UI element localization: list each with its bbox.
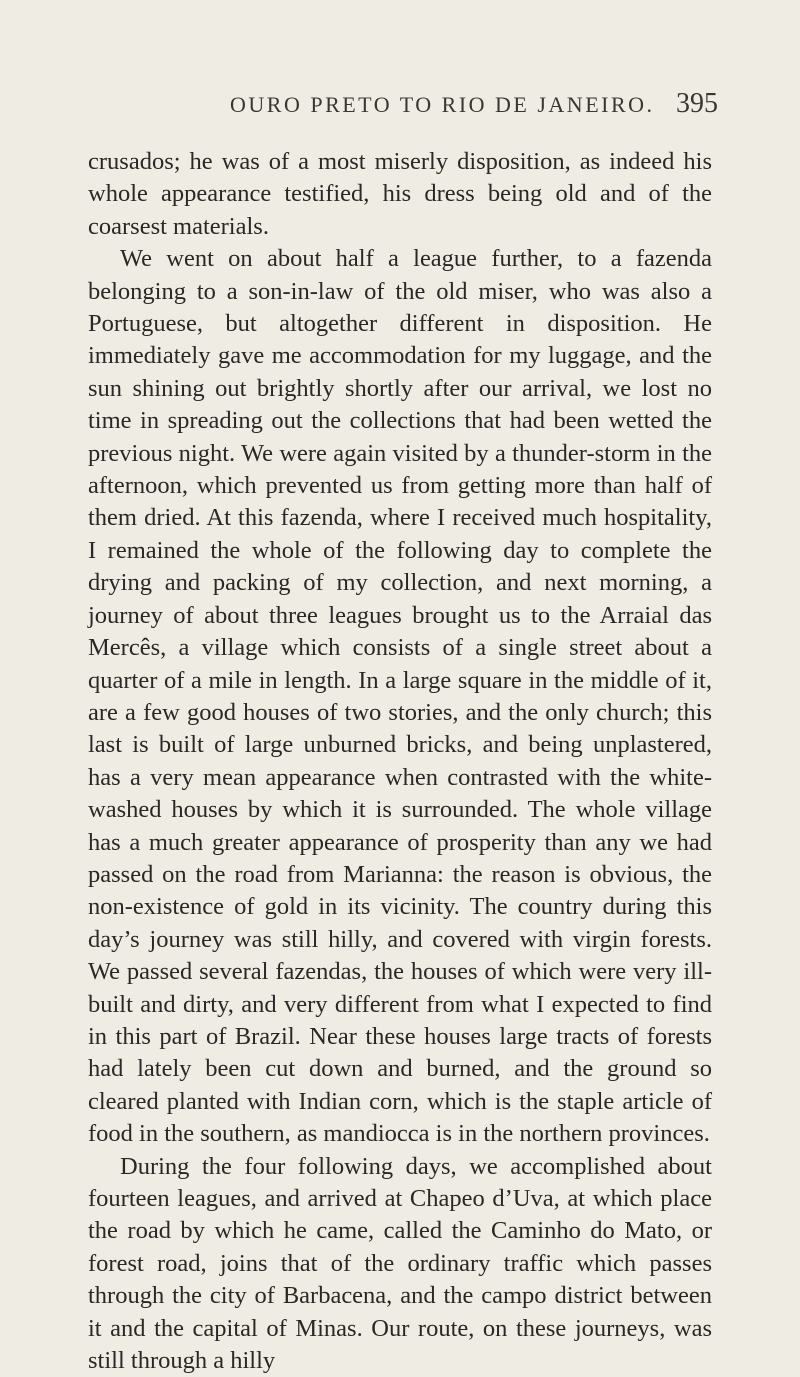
page-number: 395 [676, 88, 718, 119]
paragraph: During the four following days, we accomplished about fourteen leagues, and arrived at Chapeo d’Uva, at which place the road by which he came, called the Caminho do Mato, or forest road, joins that of the ordinary traffic which passes through the city of Barbacena, and the campo district between it and the capital of Minas. Our route, on these journeys, was still through a hilly [88, 1152, 712, 1375]
paragraph-continuation: crusados; he was of a most miserly disposition, as indeed his whole appearance testified, his dress being old and of the coarsest materials. [88, 148, 712, 240]
paragraph: We went on about half a league further, to a fazenda belonging to a son-in-law of the old miser, who was also a Portuguese, but altogether different in disposition. He immediately gave me accommodation for my luggage, and the sun shining out brightly shortly after our arrival, we lost no time in spreading out the collections that had been wetted the previous night. We were again visited by a thunder-storm in the afternoon, which prevented us from getting more than half of them dried. At this fazenda, where I received much hospitality, I remained the whole of the following day to complete the drying and packing of my collection, and next morning, a journey of about three leagues brought us to the Arraial das Mercês, a village which consists of a single street about a quarter of a mile in length. In a large square in the middle of it, are a few good houses of two stories, and the only church; this last is built of large unburned bricks, and being unplastered, has a very mean appearance when contrasted with the white-washed houses by which it is surrounded. The whole village has a much greater appearance of prosperity than any we had passed on the road from Marianna: the reason is obvious, the non-existence of gold in its vicinity. The country during this day’s journey was still hilly, and covered with virgin forests. We passed several fazendas, the houses of which were very ill-built and dirty, and very different from what I expected to find in this part of Brazil. Near these houses large tracts of forests had lately been cut down and burned, and the ground so cleared planted with Indian corn, which is the staple article of food in the southern, as mandiocca is in the northern provinces. [88, 245, 712, 1148]
running-title: OURO PRETO TO RIO DE JANEIRO. [230, 92, 655, 117]
running-head [88, 88, 724, 124]
body-text [88, 146, 712, 1377]
